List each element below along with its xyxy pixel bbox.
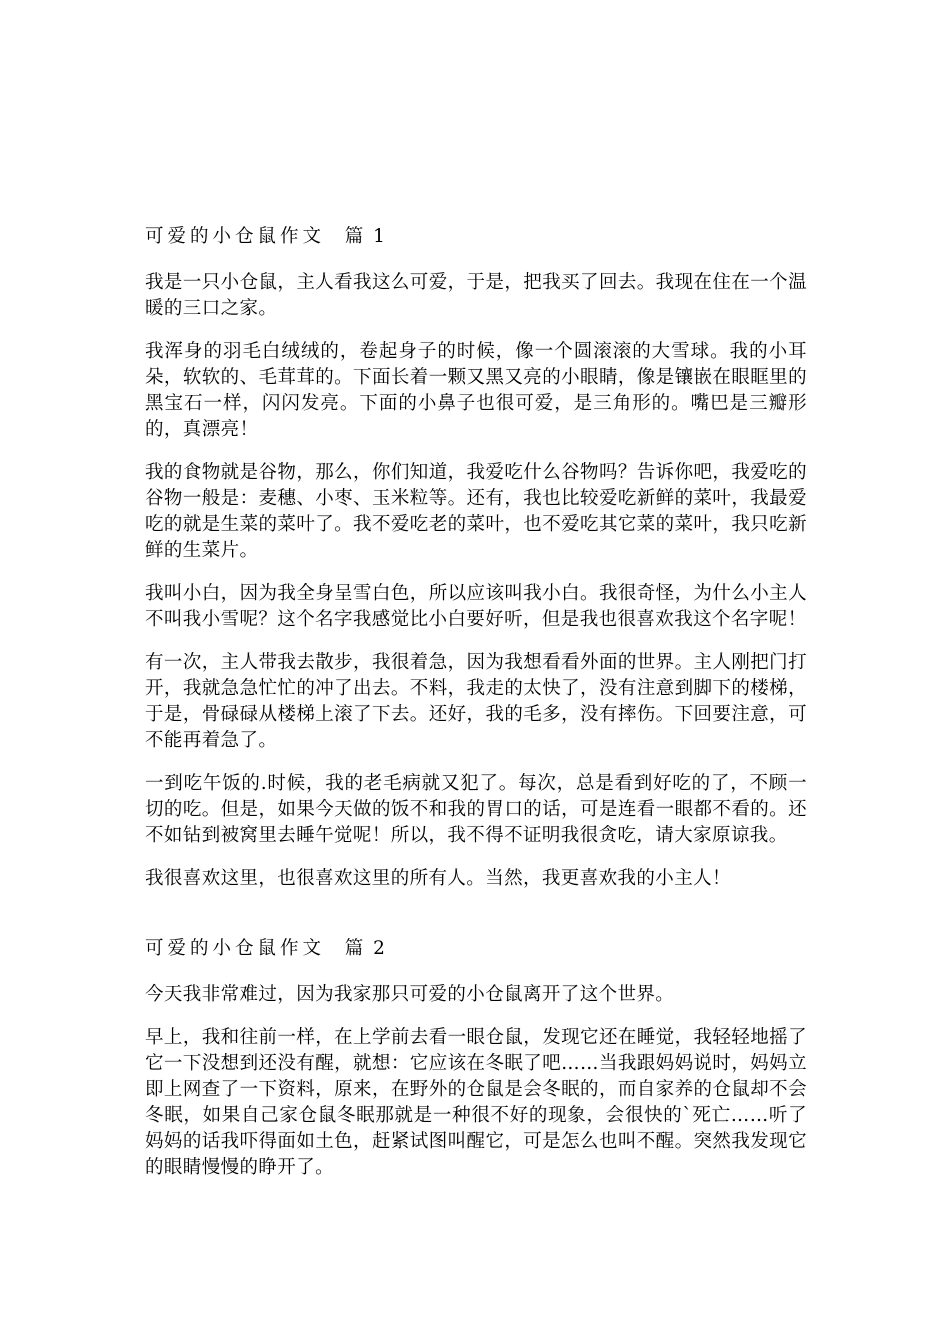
- paragraph: 有一次，主人带我去散步，我很着急，因为我想看看外面的世界。主人刚把门打开，我就急急忙忙的冲了出去。不料，我走的太快了，没有注意到脚下的楼梯，于是，骨碌碌从楼梯上滚了下去。还好，我的毛多，没有摔伤。下回要注意，可不能再着急了。: [145, 652, 807, 751]
- essay-section-2: [145, 934, 807, 1181]
- paragraph: 一到吃午饭的.时候，我的老毛病就又犯了。每次，总是看到好吃的了，不顾一切的吃。但是，如果今天做的饭不和我的胃口的话，可是连看一眼都不看的。还不如钻到被窝里去睡午觉呢！所以，我不得不证明我很贪吃，请大家原谅我。: [145, 773, 807, 846]
- section-title: [145, 222, 807, 251]
- section-title-text: 可爱的小仓鼠作文: [145, 938, 326, 959]
- section-title: [145, 934, 807, 963]
- paragraph: 我的食物就是谷物，那么，你们知道，我爱吃什么谷物吗？告诉你吧，我爱吃的谷物一般是：麦穗、小枣、玉米粒等。还有，我也比较爱吃新鲜的菜叶，我最爱吃的就是生菜的菜叶了。我不爱吃老的菜叶，也不爱吃其它菜的菜叶，我只吃新鲜的生菜片。: [145, 462, 807, 561]
- essay-section-1: [145, 222, 807, 892]
- section-number: 篇 1: [344, 226, 387, 247]
- section-number: 篇 2: [344, 938, 387, 959]
- paragraph: 我是一只小仓鼠，主人看我这么可爱，于是，把我买了回去。我现在住在一个温暖的三口之家。: [145, 272, 807, 319]
- paragraph: 我浑身的羽毛白绒绒的，卷起身子的时候，像一个圆滚滚的大雪球。我的小耳朵，软软的、毛茸茸的。下面长着一颗又黑又亮的小眼睛，像是镶嵌在眼眶里的黑宝石一样，闪闪发亮。下面的小鼻子也很可爱，是三角形的。嘴巴是三瓣形的，真漂亮！: [145, 341, 807, 440]
- paragraph: 早上，我和往前一样，在上学前去看一眼仓鼠，发现它还在睡觉，我轻轻地摇了它一下没想到还没有醒，就想：它应该在冬眠了吧……当我跟妈妈说时，妈妈立即上网查了一下资料，原来，在野外的仓鼠是会冬眠的，而自家养的仓鼠却不会冬眠，如果自己家仓鼠冬眠那就是一种很不好的现象，会很快的`死亡……听了妈妈的话我吓得面如土色，赶紧试图叫醒它，可是怎么也叫不醒。突然我发现它的眼睛慢慢的睁开了。: [145, 1027, 807, 1178]
- document-body: [145, 222, 807, 1198]
- paragraph: 今天我非常难过，因为我家那只可爱的小仓鼠离开了这个世界。: [145, 984, 675, 1005]
- section-title-text: 可爱的小仓鼠作文: [145, 226, 326, 247]
- paragraph: 我叫小白，因为我全身呈雪白色，所以应该叫我小白。我很奇怪，为什么小主人不叫我小雪呢？这个名字我感觉比小白要好听，但是我也很喜欢我这个名字呢！: [145, 583, 807, 630]
- paragraph: 我很喜欢这里，也很喜欢这里的所有人。当然，我更喜欢我的小主人！: [145, 868, 731, 889]
- section-spacer: [145, 909, 807, 934]
